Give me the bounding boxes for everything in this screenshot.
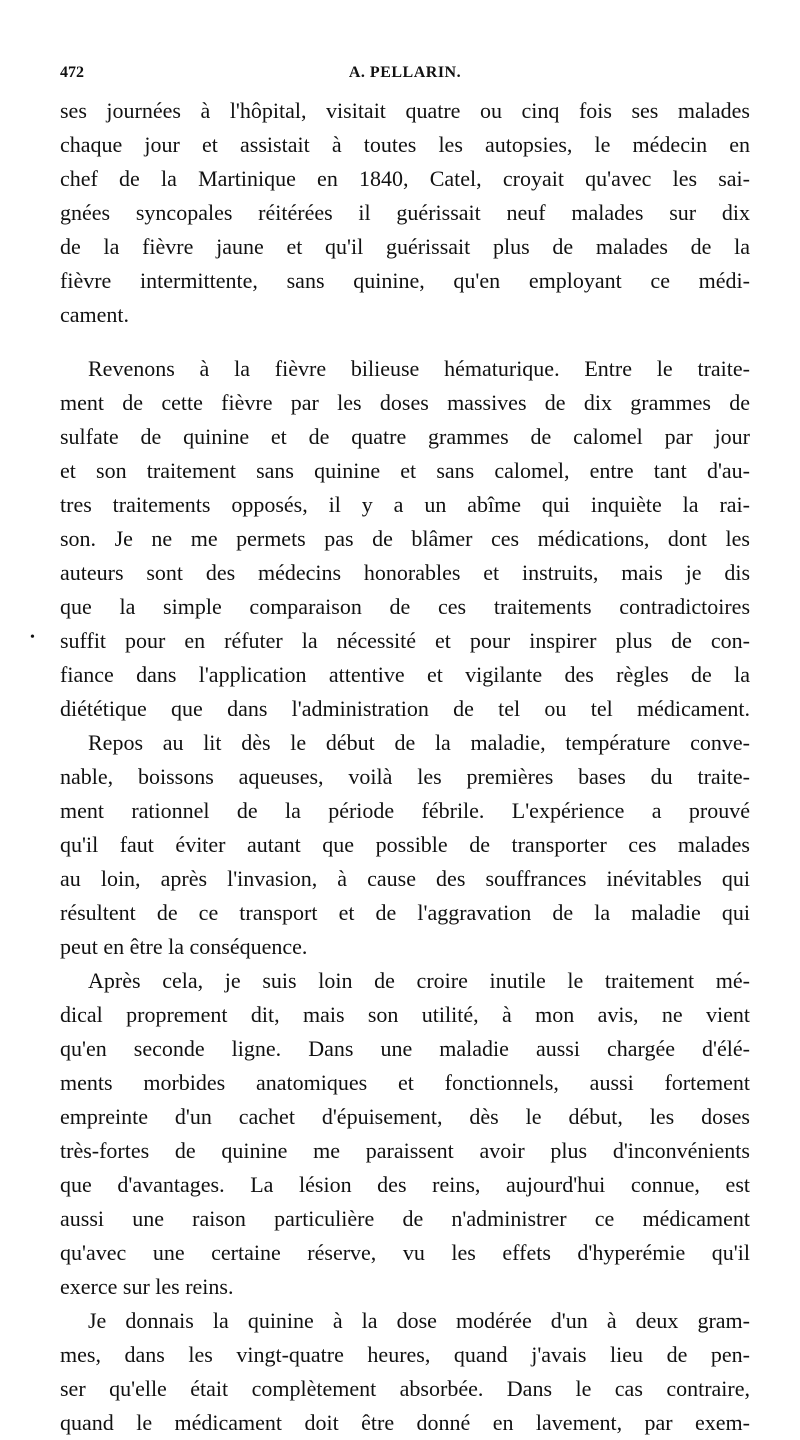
- text-line: qu'il faut éviter autant que possible de transporter ces malades: [60, 832, 750, 857]
- text-line: diététique que dans l'administration de tel ou tel médicament.: [60, 696, 750, 721]
- text-line: empreinte d'un cachet d'épuisement, dès le début, les doses: [60, 1104, 750, 1129]
- text-line: que d'avantages. La lésion des reins, aujourd'hui connue, est: [60, 1172, 750, 1197]
- text-line: nable, boissons aqueuses, voilà les premières bases du traite-: [60, 764, 750, 789]
- text-line: qu'avec une certaine réserve, vu les effets d'hyperémie qu'il: [60, 1240, 750, 1265]
- page-header: [60, 64, 750, 86]
- text-line: très-fortes de quinine me paraissent avoir plus d'inconvénients: [60, 1138, 750, 1163]
- text-line: peut en être la conséquence.: [60, 934, 308, 959]
- margin-mark: •: [30, 630, 35, 645]
- text-line: chef de la Martinique en 1840, Catel, croyait qu'avec les sai-: [60, 166, 750, 191]
- running-head: A. PELLARIN.: [348, 64, 462, 81]
- text-line: gnées syncopales réitérées il guérissait neuf malades sur dix: [60, 200, 750, 225]
- text-line: résultent de ce transport et de l'aggravation de la maladie qui: [60, 900, 750, 925]
- text-line: Repos au lit dès le début de la maladie, température conve-: [88, 730, 750, 755]
- text-line: Après cela, je suis loin de croire inutile le traitement mé-: [88, 968, 750, 993]
- text-line: tres traitements opposés, il y a un abîme qui inquiète la rai-: [60, 492, 750, 517]
- text-line: Revenons à la fièvre bilieuse hématurique. Entre le traite-: [88, 356, 750, 381]
- text-line: au loin, après l'invasion, à cause des souffrances inévitables qui: [60, 866, 750, 891]
- text-line: qu'en seconde ligne. Dans une maladie aussi chargée d'élé-: [60, 1036, 750, 1061]
- text-line: Je donnais la quinine à la dose modérée d'un à deux gram-: [88, 1308, 750, 1333]
- text-line: mes, dans les vingt-quatre heures, quand j'avais lieu de pen-: [60, 1342, 750, 1367]
- text-line: ment de cette fièvre par les doses massives de dix grammes de: [60, 390, 750, 415]
- text-line: fiance dans l'application attentive et vigilante des règles de la: [60, 662, 750, 687]
- text-line: aussi une raison particulière de n'administrer ce médicament: [60, 1206, 750, 1231]
- text-line: et son traitement sans quinine et sans calomel, entre tant d'au-: [60, 458, 750, 483]
- text-line: de la fièvre jaune et qu'il guérissait plus de malades de la: [60, 234, 750, 259]
- text-line: chaque jour et assistait à toutes les autopsies, le médecin en: [60, 132, 750, 157]
- text-line: ment rationnel de la période fébrile. L'expérience a prouvé: [60, 798, 750, 823]
- text-line: cament.: [60, 302, 130, 327]
- text-line: que la simple comparaison de ces traitements contradictoires: [60, 594, 750, 619]
- text-line: quand le médicament doit être donné en lavement, par exem-: [60, 1410, 750, 1435]
- text-line: suffit pour en réfuter la nécessité et pour inspirer plus de con-: [60, 628, 750, 653]
- text-line: fièvre intermittente, sans quinine, qu'en employant ce médi-: [60, 268, 750, 293]
- text-line: son. Je ne me permets pas de blâmer ces médications, dont les: [60, 526, 750, 551]
- page-number: 472: [60, 64, 84, 81]
- text-line: ments morbides anatomiques et fonctionnels, aussi fortement: [60, 1070, 750, 1095]
- text-line: exerce sur les reins.: [60, 1274, 234, 1299]
- text-line: dical proprement dit, mais son utilité, à mon avis, ne vient: [60, 1002, 750, 1027]
- text-line: auteurs sont des médecins honorables et instruits, mais je dis: [60, 560, 750, 585]
- text-line: ser qu'elle était complètement absorbée. Dans le cas contraire,: [60, 1376, 750, 1401]
- text-line: sulfate de quinine et de quatre grammes de calomel par jour: [60, 424, 750, 449]
- text-line: ses journées à l'hôpital, visitait quatre ou cinq fois ses malades: [60, 98, 750, 123]
